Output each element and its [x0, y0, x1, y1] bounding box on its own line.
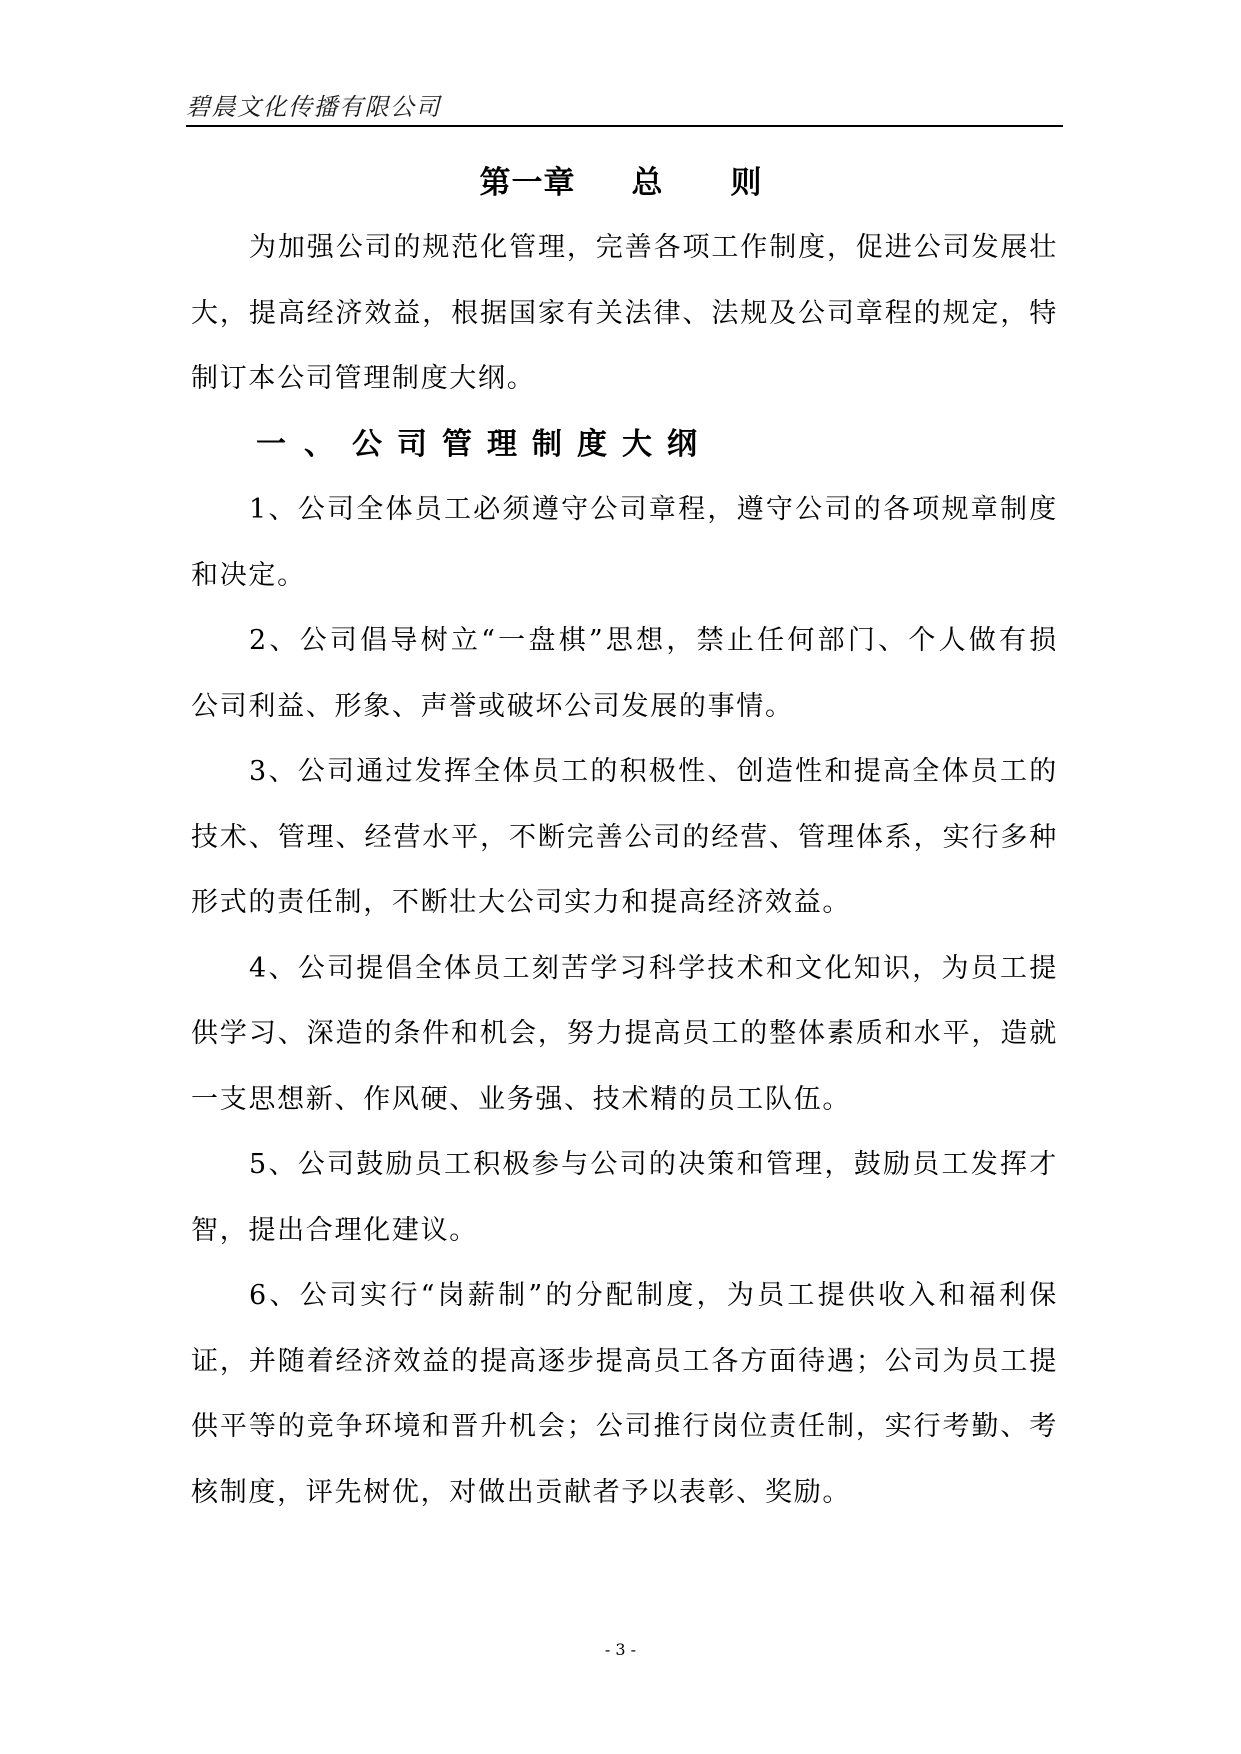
chapter-number: 第一章 [479, 165, 576, 201]
section-heading-number: 一、 [256, 426, 352, 462]
paragraph-line: 6、公司实行“岗薪制”的分配制度，为员工提供收入和福利保 [249, 1280, 1058, 1311]
paragraph-line: 制订本公司管理制度大纲。 [191, 363, 536, 394]
header-divider [186, 125, 1063, 127]
paragraph-line: 2、公司倡导树立“一盘棋”思想，禁止任何部门、个人做有损 [249, 625, 1058, 656]
paragraph-line: 和决定。 [191, 559, 306, 591]
page-number: - 3 - [604, 1640, 637, 1659]
intro-paragraph [191, 215, 1058, 412]
paragraph-line: 1、公司全体员工必须遵守公司章程，遵守公司的各项规章制度 [249, 494, 1058, 525]
paragraph-line: 大，提高经济效益，根据国家有关法律、法规及公司章程的规定，特 [191, 297, 1058, 329]
rule-item-1 [191, 477, 1058, 608]
section-heading [191, 412, 1058, 478]
rule-item-5 [191, 1132, 1058, 1263]
chapter-name-char-2: 则 [730, 165, 762, 201]
rule-item-2 [191, 608, 1058, 739]
paragraph-line: 公司利益、形象、声誉或破坏公司发展的事情。 [191, 690, 794, 722]
chapter-title [0, 158, 1241, 208]
paragraph-line: 供学习、深造的条件和机会，努力提高员工的整体素质和水平，造就 [191, 1018, 1058, 1049]
paragraph-line: 为加强公司的规范化管理，完善各项工作制度，促进公司发展壮 [249, 232, 1058, 263]
section-heading-text: 公司管理制度大纲 [352, 426, 712, 462]
paragraph-line: 5、公司鼓励员工积极参与公司的决策和管理，鼓励员工发挥才 [249, 1149, 1058, 1180]
document-body [191, 215, 1058, 1525]
company-name-header: 碧晨文化传播有限公司 [186, 93, 441, 121]
paragraph-line: 4、公司提倡全体员工刻苦学习科学技术和文化知识，为员工提 [249, 952, 1058, 984]
paragraph-line: 核制度，评先树优，对做出贡献者予以表彰、奖励。 [191, 1476, 852, 1508]
paragraph-line: 一支思想新、作风硬、业务强、技术精的员工队伍。 [191, 1083, 852, 1115]
paragraph-line: 技术、管理、经营水平，不断完善公司的经营、管理体系，实行多种 [191, 821, 1058, 853]
rule-item-6 [191, 1263, 1058, 1525]
paragraph-line: 智，提出合理化建议。 [191, 1214, 478, 1246]
rule-item-4 [191, 936, 1058, 1133]
paragraph-line: 3、公司通过发挥全体员工的积极性、创造性和提高全体员工的 [249, 756, 1058, 787]
paragraph-line: 供平等的竞争环境和晋升机会；公司推行岗位责任制，实行考勤、考 [191, 1411, 1058, 1442]
rule-item-3 [191, 739, 1058, 936]
paragraph-line: 证，并随着经济效益的提高逐步提高员工各方面待遇；公司为员工提 [191, 1345, 1058, 1377]
chapter-name-char-1: 总 [631, 165, 663, 201]
paragraph-line: 形式的责任制，不断壮大公司实力和提高经济效益。 [191, 887, 852, 918]
